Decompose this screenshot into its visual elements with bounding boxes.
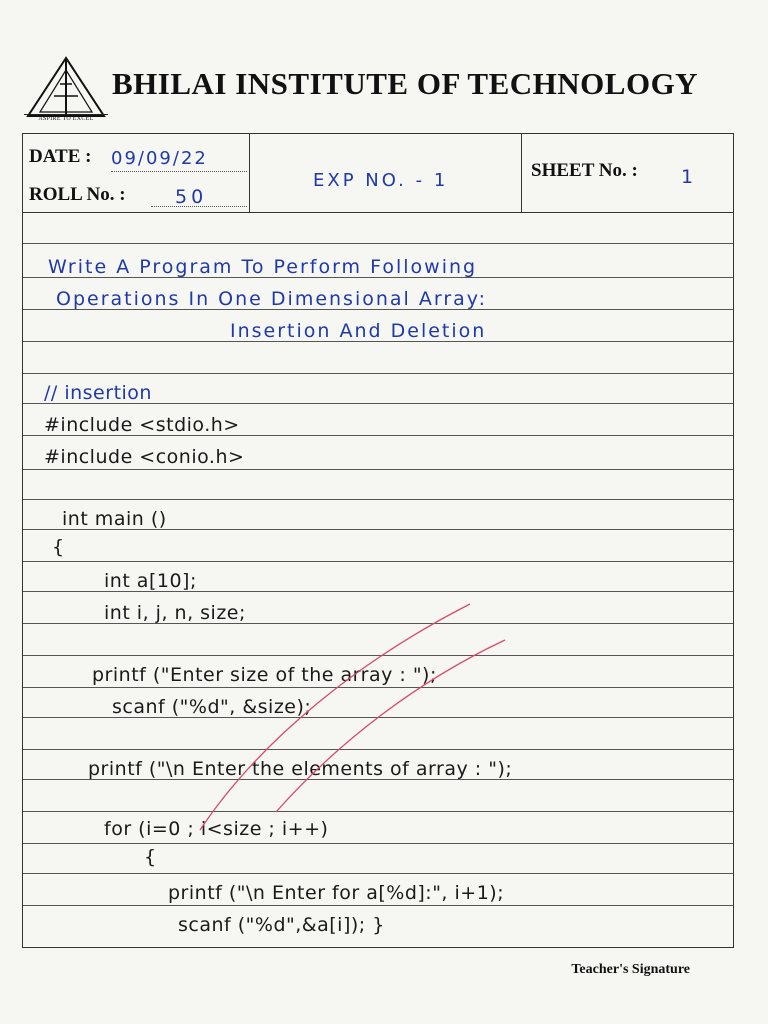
logo-caption: ASPIRE TO EXCEL <box>24 114 108 122</box>
code-line: scanf ("%d", &size); <box>112 696 312 718</box>
ruled-line <box>23 561 733 562</box>
title-line-2: Operations In One Dimensional Array: <box>56 288 488 310</box>
date-label: DATE : <box>29 146 92 167</box>
date-underline <box>111 171 247 172</box>
ruled-line <box>23 811 733 812</box>
ruled-line <box>23 905 733 906</box>
code-line: for (i=0 ; i<size ; i++) <box>104 818 329 840</box>
code-line: scanf ("%d",&a[i]); } <box>178 914 385 936</box>
code-line: int a[10]; <box>104 570 197 592</box>
code-line: #include <conio.h> <box>44 446 245 468</box>
date-value: 09/09/22 <box>111 148 208 169</box>
ruled-line <box>23 373 733 374</box>
teacher-signature-label: Teacher's Signature <box>571 962 690 977</box>
sheet-value: 1 <box>681 166 694 188</box>
header-divider <box>249 134 250 212</box>
ruled-line <box>23 749 733 750</box>
title-line-3: Insertion And Deletion <box>230 320 487 342</box>
ruled-line <box>23 873 733 874</box>
code-line: int main () <box>62 508 167 530</box>
header-box <box>22 133 734 213</box>
code-line: { <box>144 846 157 868</box>
header-divider <box>521 134 522 212</box>
code-comment-insertion: // insertion <box>44 382 152 404</box>
roll-label: ROLL No. : <box>29 184 126 205</box>
code-line: printf ("\n Enter the elements of array : "); <box>88 758 513 780</box>
ruled-line <box>23 243 733 244</box>
roll-value: 50 <box>175 186 208 208</box>
institute-name: BHILAI INSTITUTE OF TECHNOLOGY <box>112 66 699 101</box>
ruled-line <box>23 469 733 470</box>
ruled-line <box>23 843 733 844</box>
code-line: printf ("\n Enter for a[%d]:", i+1); <box>168 882 505 904</box>
title-line-1: Write A Program To Perform Following <box>48 256 478 278</box>
code-line: { <box>52 536 65 558</box>
sheet-label: SHEET No. : <box>531 160 638 181</box>
code-line: int i, j, n, size; <box>104 602 246 624</box>
ruled-line <box>23 499 733 500</box>
ruled-line <box>23 687 733 688</box>
experiment-number: EXP NO. - 1 <box>313 170 449 191</box>
code-line: #include <stdio.h> <box>44 414 240 436</box>
code-line: printf ("Enter size of the array : "); <box>92 664 437 686</box>
ruled-line <box>23 655 733 656</box>
